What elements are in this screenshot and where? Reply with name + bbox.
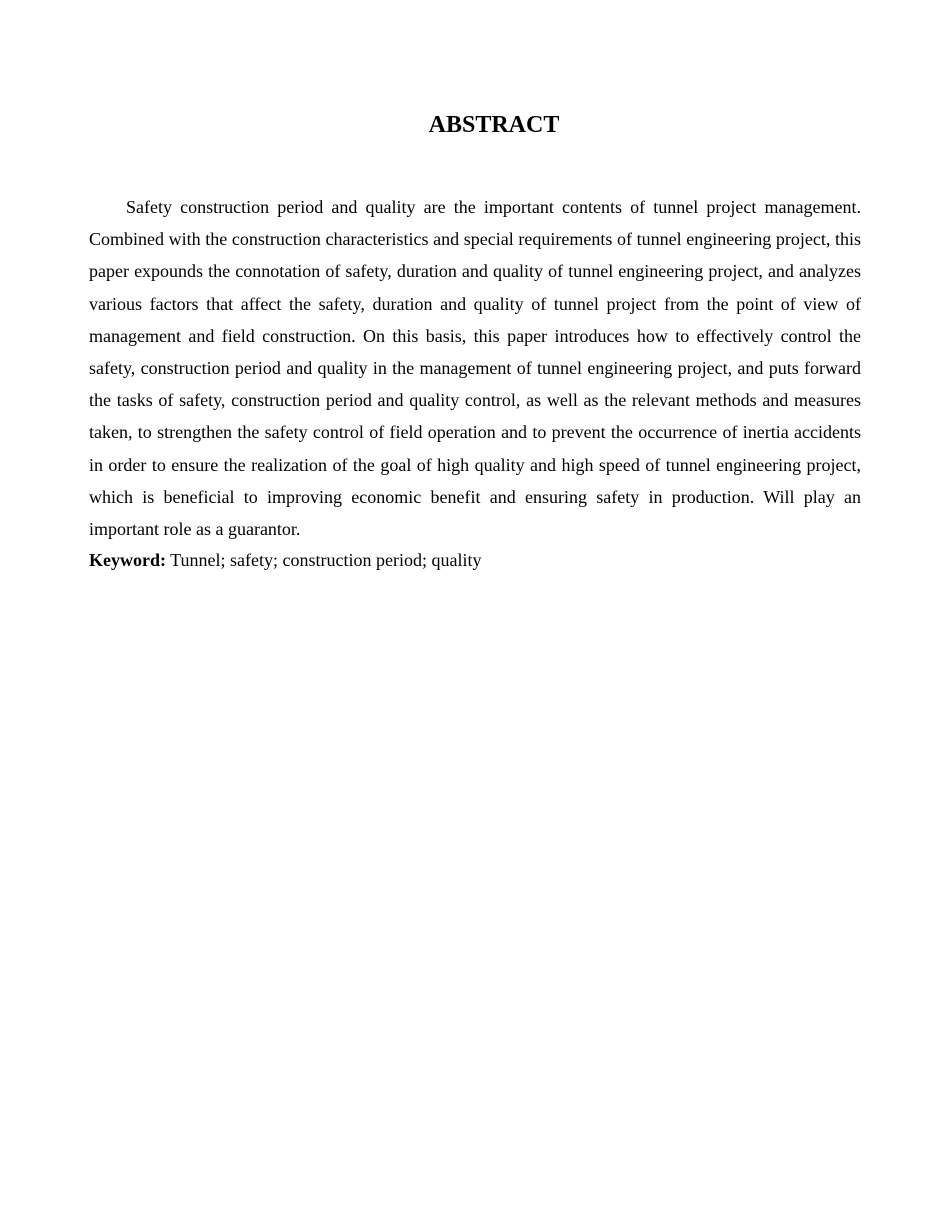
keywords-values: Tunnel; safety; construction period; quality [170, 550, 482, 570]
keywords-label: Keyword: [89, 550, 166, 570]
page-title: ABSTRACT [428, 112, 560, 138]
abstract-paragraph: Safety construction period and quality are the important contents of tunnel project management. Combined with the construction characteristics and special requirements of tunnel engineering project, this paper expounds the connotation of safety, duration and quality of tunnel engineering project, and analyzes various factors that affect the safety, duration and quality of tunnel project from the point of view of management and field construction. On this basis, this paper introduces how to effectively control the safety, construction period and quality in the management of tunnel engineering project, and puts forward the tasks of safety, construction period and quality control, as well as the relevant methods and measures taken, to strengthen the safety control of field operation and to prevent the occurrence of inertia accidents in order to ensure the realization of the goal of high quality and high speed of tunnel engineering project, which is beneficial to improving economic benefit and ensuring safety in production. Will play an important role as a guarantor. [89, 197, 861, 540]
keywords-line [89, 544, 861, 576]
